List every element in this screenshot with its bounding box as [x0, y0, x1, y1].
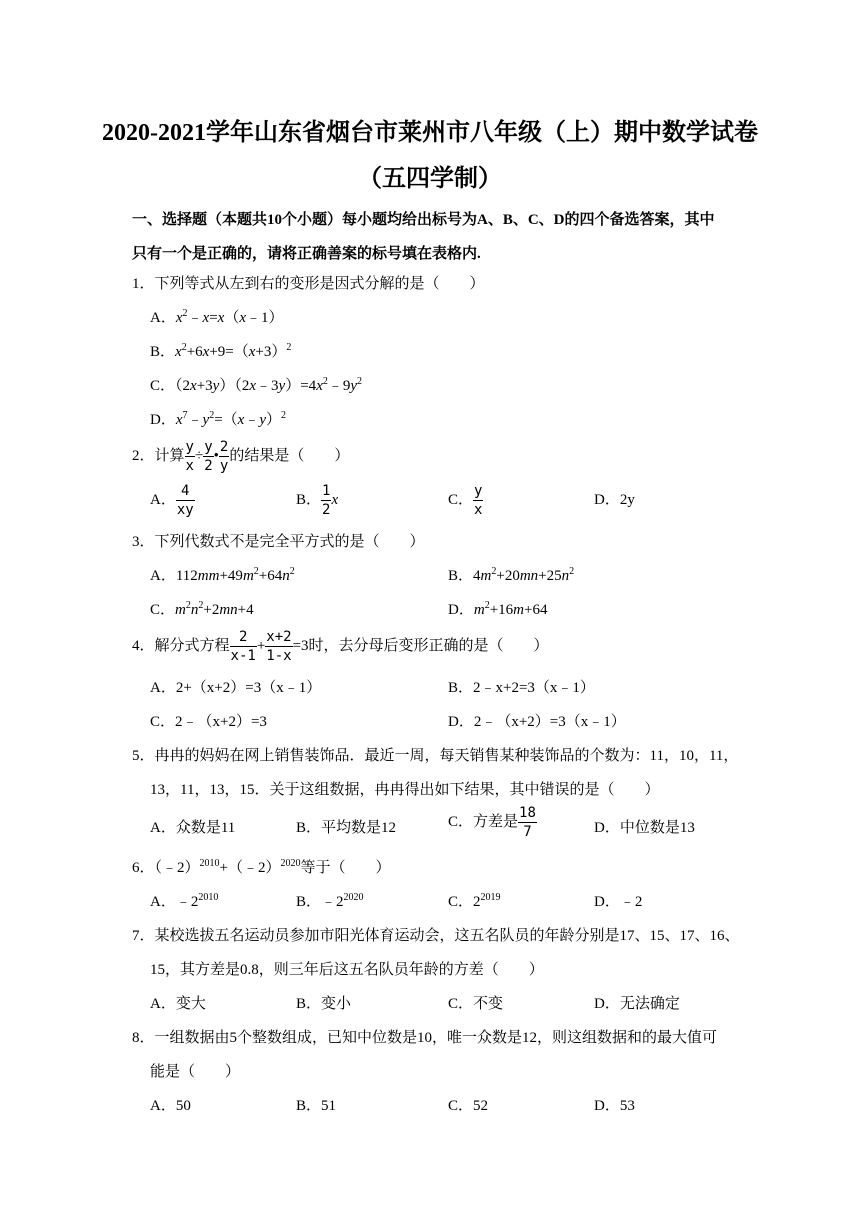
question-5-stem-line2: 13，11，13，15．关于这组数据，冉冉得出如下结果，其中错误的是（ ） — [150, 782, 660, 798]
option-label: C． — [150, 602, 176, 618]
question-7-option-a: A．变大 — [150, 996, 206, 1012]
option-label: D． — [594, 492, 620, 508]
question-5-option-d: D．中位数是13 — [594, 820, 695, 836]
question-4-option-b: B．2﹣x+2=3（x﹣1） — [448, 680, 595, 696]
option-label: C． — [448, 1098, 474, 1114]
question-4-option-d: D．2﹣（x+2）=3（x﹣1） — [448, 714, 626, 730]
question-8-stem-line2: 能是（ ） — [150, 1064, 241, 1080]
question-7-option-b: B．变小 — [296, 996, 352, 1012]
option-label: D． — [448, 602, 474, 618]
question-4-stem-suffix: =3时，去分母后变形正确的是（ ） — [292, 637, 549, 654]
question-3-option-c: C．$m^2n^2+2mn+4$ — [150, 600, 254, 618]
option-label: B． — [448, 568, 474, 584]
page-title: 2020-2021学年山东省烟台市莱州市八年级（上）期中数学试卷 — [102, 120, 758, 146]
option-label: B． — [448, 680, 474, 696]
question-4-option-a: A．2+（x+2）=3（x﹣1） — [150, 680, 322, 696]
question-5-stem-line1: 5．冉冉的妈妈在网上销售装饰品．最近一周，每天销售某种装饰品的个数为：11，10，11， — [132, 748, 739, 764]
question-2-stem-prefix: 2．计算 — [132, 447, 185, 464]
question-8-option-a: A．50 — [150, 1098, 191, 1114]
question-1-option-b: B．$x^2+6x+9=(x+3)^2$ — [150, 342, 292, 360]
question-8-option-c: C．52 — [448, 1098, 489, 1114]
question-4-stem — [132, 630, 549, 663]
question-5-option-c: C．方差是 $\frac{18}{7}$ — [448, 805, 536, 840]
option-label: A． — [150, 680, 176, 696]
question-4-option-c: C．2﹣（x+2）=3 — [150, 714, 267, 730]
question-6-stem: 6．（﹣2）$^{2010}$+（﹣2）$^{2020}$等于（ ） — [132, 858, 391, 876]
fraction-2-over-x-minus-1: $\frac{2}{x-1}$ — [230, 629, 256, 664]
question-8-option-b: B．51 — [296, 1098, 337, 1114]
option-label: A． — [150, 820, 176, 836]
question-3-option-a: A．$112mm+49m^2+64n^2$ — [150, 566, 295, 584]
option-label: A． — [150, 568, 176, 584]
question-2-stem-suffix: 的结果是（ ） — [229, 447, 350, 464]
question-7-stem-line1: 7．某校选拔五名运动员参加市阳光体育运动会，这五名队员的年龄分别是17、15、17、16、 — [132, 928, 740, 944]
option-label: A． — [150, 894, 176, 910]
option-label: D． — [594, 1098, 620, 1114]
question-3-stem: 3．下列代数式不是完全平方式的是（ ） — [132, 534, 425, 550]
multiply-operator: • — [213, 447, 219, 464]
question-7-option-c: C．不变 — [448, 996, 504, 1012]
question-2-option-d: D．2y — [594, 492, 635, 508]
page-subtitle: （五四学制） — [358, 166, 502, 192]
option-label: D． — [448, 714, 474, 730]
question-2-option-c — [448, 484, 483, 517]
option-label: B． — [296, 894, 322, 910]
option-label: A． — [150, 310, 176, 326]
option-label: B． — [296, 820, 322, 836]
fraction-1-over-2: $\frac{1}{2}$ — [322, 483, 331, 518]
option-label: B． — [296, 491, 322, 508]
option-label: A． — [150, 491, 176, 508]
fraction-2-over-y: $\frac{2}{y}$ — [219, 439, 229, 474]
option-label: D． — [594, 820, 620, 836]
question-5-option-a: A．众数是11 — [150, 820, 236, 836]
fraction-y-over-x: $\frac{y}{x}$ — [185, 439, 194, 474]
question-1-option-a: A．$x^2﹣x=x(x﹣1)$ — [150, 308, 284, 326]
section-instructions-line2: 只有一个是正确的，请将正确善案的标号填在表格内. — [132, 246, 481, 262]
fraction-4-over-xy: $\frac{4}{xy}$ — [176, 483, 194, 518]
fraction-x-plus-2-over-1-minus-x: $\frac{x+2}{1-x}$ — [266, 629, 292, 664]
question-1-stem: 1．下列等式从左到右的变形是因式分解的是（ ） — [132, 276, 485, 292]
question-2-stem — [132, 440, 349, 473]
question-6-option-b: B．$﹣2^{2020}$ — [296, 892, 364, 910]
question-7-stem-line2: 15，其方差是0.8，则三年后这五名队员年龄的方差（ ） — [150, 962, 544, 978]
option-label: A． — [150, 996, 176, 1012]
question-6-option-c: C．$2^{2019}$ — [448, 892, 501, 910]
question-8-option-d: D．53 — [594, 1098, 635, 1114]
fraction-y-over-2: $\frac{y}{2}$ — [204, 439, 213, 474]
fraction-y-over-x: $\frac{y}{x}$ — [474, 483, 483, 518]
question-6-option-d: D．﹣2 — [594, 894, 643, 910]
option-label: D． — [594, 894, 620, 910]
question-3-option-b: B．$4m^2+20mn+25n^2$ — [448, 566, 575, 584]
option-label: C． — [150, 378, 176, 394]
option-label: C． — [448, 894, 474, 910]
option-label: B． — [296, 1098, 322, 1114]
question-7-option-d: D．无法确定 — [594, 996, 680, 1012]
option-label: C． — [448, 996, 474, 1012]
fraction-18-over-7: $\frac{18}{7}$ — [519, 805, 536, 840]
option-label: A． — [150, 1098, 176, 1114]
option-label: C． — [150, 714, 176, 730]
question-2-option-a — [150, 484, 195, 517]
option-label: B． — [150, 344, 176, 360]
divide-operator: ÷ — [194, 447, 204, 464]
option-label: D． — [150, 412, 176, 428]
option-label: B． — [296, 996, 322, 1012]
question-5-option-b: B．平均数是12 — [296, 820, 397, 836]
question-1-option-c: C．$(2x+3y)(2x﹣3y)=4x^2﹣9y^2$ — [150, 376, 363, 394]
question-6-option-a: A．$﹣2^{2010}$ — [150, 892, 219, 910]
question-8-stem-line1: 8．一组数据由5个整数组成，已知中位数是10，唯一众数是12，则这组数据和的最大值可 — [132, 1030, 718, 1046]
question-4-stem-prefix: 4．解分式方程 — [132, 637, 230, 654]
question-3-option-d: D．$m^2+16m+64$ — [448, 600, 548, 618]
option-label: C． — [448, 813, 474, 830]
option-label: D． — [594, 996, 620, 1012]
question-2-option-b: B． $\frac{1}{2}$ x — [296, 483, 339, 518]
option-label: C． — [448, 491, 474, 508]
question-1-option-d: D．$x^7﹣y^2=(x﹣y)^2$ — [150, 410, 287, 428]
plus-operator: + — [256, 637, 266, 654]
section-instructions-line1: 一、选择题（本题共10个小题）每小题均给出标号为A、B、C、D的四个备选答案，其中 — [132, 212, 715, 228]
